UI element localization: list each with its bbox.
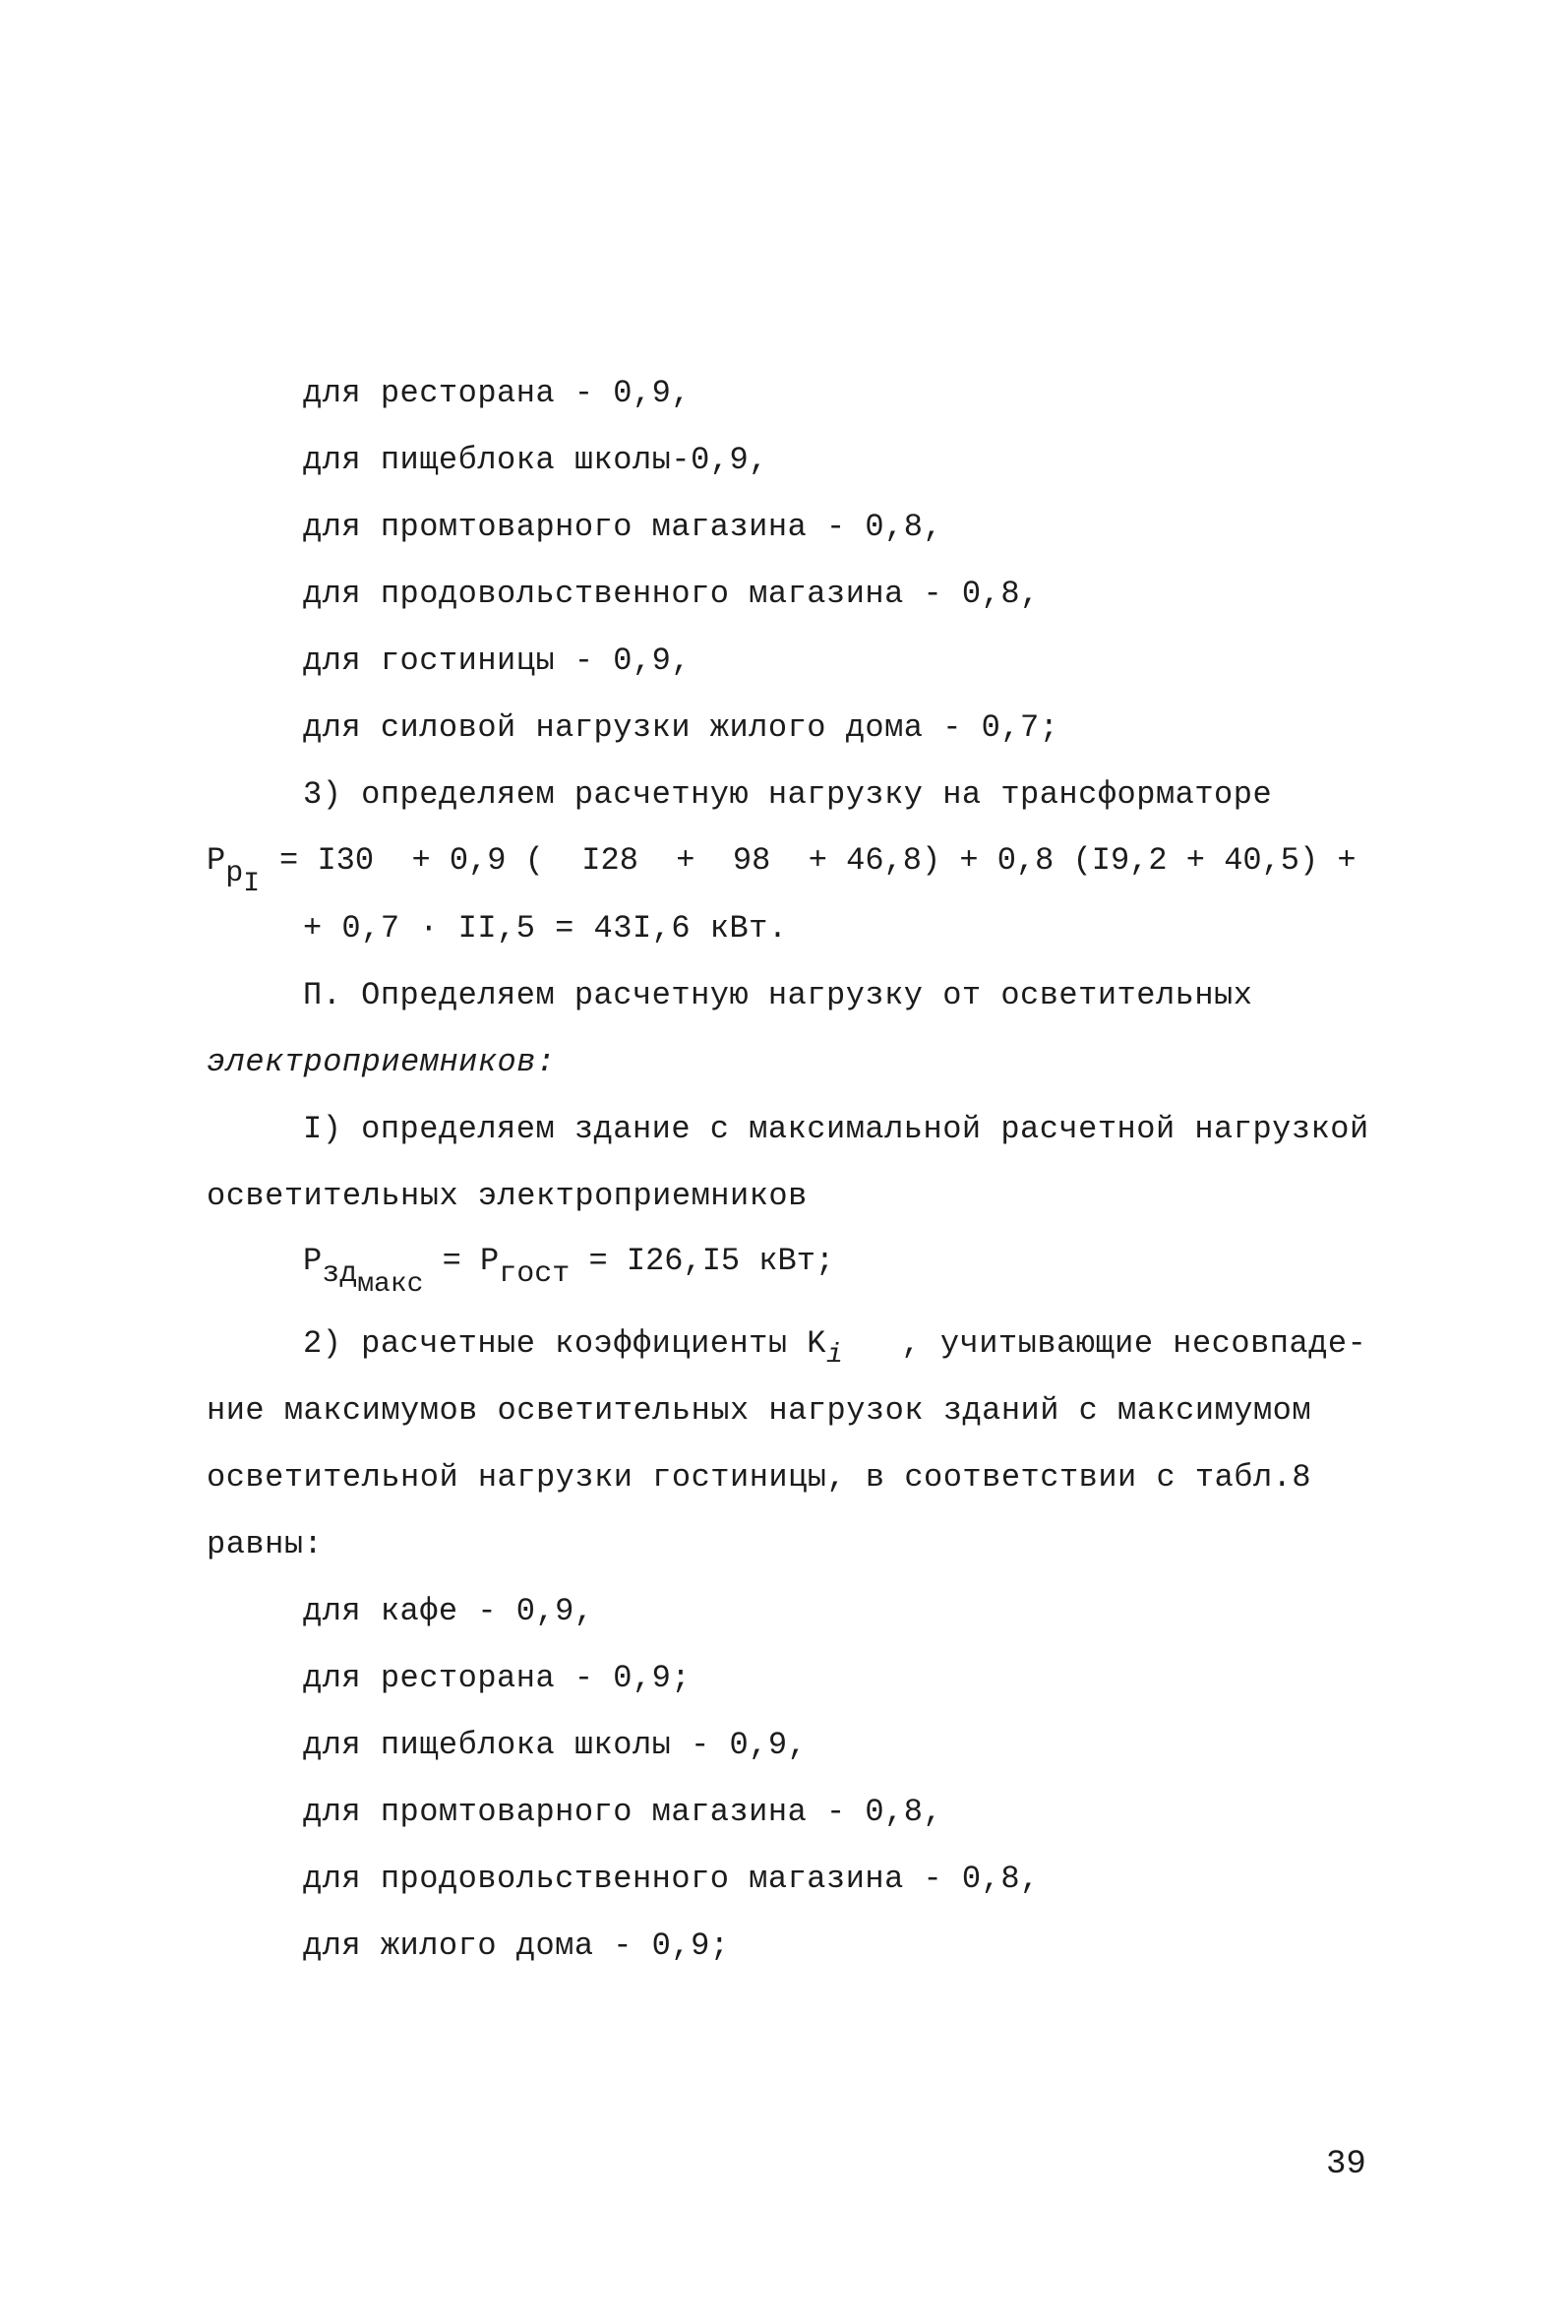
equation-middle: = P [423,1243,500,1279]
section-heading: П. Определяем расчетную нагрузку от осветительных [303,977,1253,1013]
equation-transformer-load [207,841,1357,899]
text-line [303,1324,1367,1371]
equation-subscript: зд [322,1257,358,1291]
text-line: для пищеблока школы - 0,9, [303,1727,808,1763]
equation-subsubscript: I [243,869,261,899]
text-line: для кафе - 0,9, [303,1593,594,1629]
text-line: для продовольственного магазина - 0,8, [303,576,1040,612]
text-line: электроприемников: [207,1044,556,1080]
equation-symbol: P [303,1243,323,1279]
text-fragment: , учитывающие несовпаде- [843,1325,1367,1362]
equation-symbol: P [207,842,226,879]
equation-max-building-load [303,1242,835,1300]
equation-subscript: p [225,857,244,890]
text-line: I) определяем здание с максимальной расчетной нагрузкой [303,1111,1369,1147]
text-fragment: 2) расчетные коэффициенты K [303,1325,826,1362]
text-line: осветительной нагрузки гостиницы, в соответствии с табл.8 [207,1459,1312,1496]
text-line: для промтоварного магазина - 0,8, [303,509,943,545]
text-line: для пищеблока школы-0,9, [303,442,768,478]
text-line: осветительных электроприемников [207,1178,808,1214]
equation-subscript: гост [499,1257,571,1291]
page-number: 39 [1326,2146,1366,2183]
text-line: для силовой нагрузки жилого дома - 0,7; [303,709,1059,746]
equation-result: = I26,I5 кВт; [570,1243,835,1279]
equation-rhs: = I30 + 0,9 ( I28 + 98 + 46,8) + 0,8 (I9,2 + 40,5) + [279,842,1357,879]
text-line: равны: [207,1526,324,1562]
coefficient-subscript: i [825,1340,844,1371]
text-line: для ресторана - 0,9, [303,375,692,411]
text-line: для промтоварного магазина - 0,8, [303,1794,943,1830]
text-line: 3) определяем расчетную нагрузку на трансформаторе [303,776,1273,813]
text-line: для гостиницы - 0,9, [303,642,692,679]
text-line: для продовольственного магазина - 0,8, [303,1861,1040,1897]
text-line: для ресторана - 0,9; [303,1660,692,1696]
text-line: ние максимумов осветительных нагрузок зданий с максимумом [207,1392,1312,1429]
text-line: для жилого дома - 0,9; [303,1927,730,1964]
equation-subsubscript: макс [357,1269,424,1300]
equation-continuation: + 0,7 · II,5 = 43I,6 кВт. [303,910,788,947]
